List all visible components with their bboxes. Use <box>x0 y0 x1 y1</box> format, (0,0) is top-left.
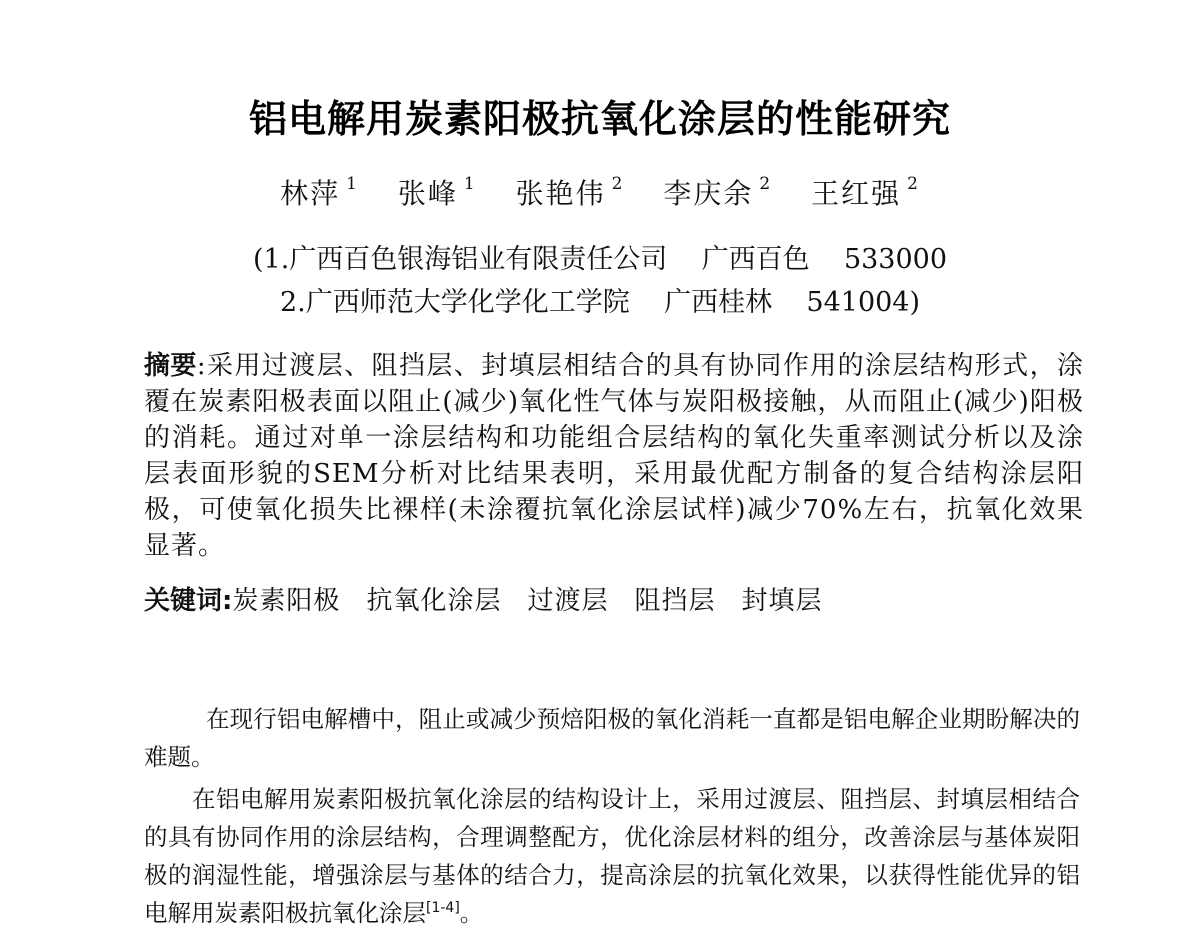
author-name: 张艳伟 <box>515 177 606 210</box>
affiliation-mark: 2 <box>611 173 625 194</box>
keyword: 抗氧化涂层 <box>366 586 502 616</box>
body-paragraph-2 <box>144 780 1080 932</box>
author-list <box>0 172 1200 212</box>
affiliation-mark: 2 <box>907 173 920 194</box>
keyword: 阻挡层 <box>634 586 716 616</box>
keyword: 封填层 <box>741 586 823 616</box>
author-name: 林萍 <box>280 177 341 210</box>
keyword: 炭素阳极 <box>232 586 341 616</box>
body-paragraph-1: 在现行铝电解槽中，阻止或减少预焙阳极的氧化消耗一直都是铝电解企业期盼解决的难题。 <box>144 705 1080 771</box>
author-name: 王红强 <box>811 177 902 210</box>
keywords-label: 关键词 <box>144 586 223 616</box>
author <box>811 172 920 212</box>
paper-title: 铝电解用炭素阳极抗氧化涂层的性能研究 <box>248 97 951 141</box>
keywords-colon: : <box>222 586 233 616</box>
citation-ref: [1-4] <box>426 900 460 917</box>
abstract-label: 摘要 <box>144 351 197 381</box>
affiliation-line-1: (1.广西百色银海铝业有限责任公司 广西百色 533000 <box>252 244 948 275</box>
paragraph-text: 在铝电解用炭素阳极抗氧化涂层的结构设计上，采用过渡层、阻挡层、封填层相结合的具有协同作用的涂层结构，合理调整配方，优化涂层材料的组分，改善涂层与基体炭阳极的润湿性能，增强涂层与基体的结合力，提高涂层的抗氧化效果，以获得性能优异的铝电解用炭素阳极抗氧化涂层 <box>144 785 1080 927</box>
author <box>280 172 359 212</box>
author <box>663 172 772 212</box>
abstract <box>144 348 1084 564</box>
author-name: 李庆余 <box>663 177 754 210</box>
affiliation-line-2: 2.广西师范大学化学化工学院 广西桂林 541004) <box>279 287 921 318</box>
keyword: 过渡层 <box>527 586 609 616</box>
author <box>398 172 477 212</box>
keywords <box>144 583 1084 619</box>
paragraph-end: 。 <box>459 899 484 927</box>
affiliation-mark: 1 <box>346 173 359 194</box>
affiliation-mark: 1 <box>463 173 477 194</box>
affiliation-mark: 2 <box>759 173 773 194</box>
author-name: 张峰 <box>397 177 458 210</box>
abstract-text: :采用过渡层、阻挡层、封填层相结合的具有协同作用的涂层结构形式，涂覆在炭素阳极表面以阻止(减少)氧化性气体与炭阳极接触，从而阻止(减少)阳极的消耗。通过对单一涂层结构和功能组合层结构的氧化失重率测试分析以及涂层表面形貌的SEM分析对比结果表明，采用最优配方制备的复合结构涂层阳极，可使氧化损失比裸样(未涂覆抗氧化涂层试样)减少70%左右，抗氧化效果显著。 <box>144 351 1084 561</box>
author <box>516 172 625 212</box>
